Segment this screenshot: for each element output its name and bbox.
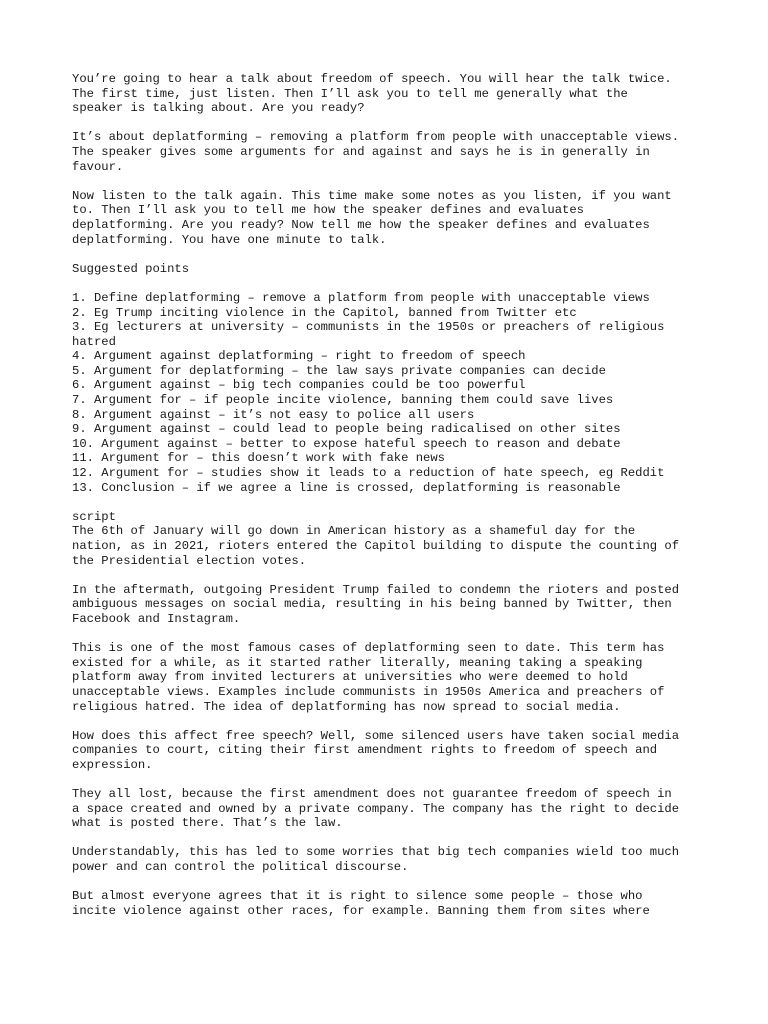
document-page xyxy=(72,72,712,933)
script-paragraph-1: The 6th of January will go down in American history as a shameful day for the nation, as in 2021, rioters entered the Capitol building to dispute the counting of the Presidential election votes. xyxy=(72,524,680,568)
intro-paragraph-2: It’s about deplatforming – removing a platform from people with unacceptable views. The speaker gives some arguments for and against and says he is in generally in favour. xyxy=(72,130,680,174)
script-paragraph-6: Understandably, this has led to some worries that big tech companies wield too much power and can control the political discourse. xyxy=(72,845,680,875)
suggested-point-11: 11. Argument for – this doesn’t work with fake news xyxy=(72,451,445,466)
script-paragraph-2: In the aftermath, outgoing President Trump failed to condemn the rioters and posted ambiguous messages on social media, resulting in his being banned by Twitter, then Facebook and Instagram. xyxy=(72,582,680,626)
suggested-point-3: 3. Eg lecturers at university – communists in the 1950s or preachers of religious hatred xyxy=(72,320,665,349)
suggested-point-4: 4. Argument against deplatforming – right to freedom of speech xyxy=(72,349,526,364)
suggested-point-12: 12. Argument for – studies show it leads to a reduction of hate speech, eg Reddit xyxy=(72,466,665,481)
suggested-point-10: 10. Argument against – better to expose hateful speech to reason and debate xyxy=(72,436,621,451)
script-paragraph-4: How does this affect free speech? Well, some silenced users have taken social media companies to court, citing their first amendment rights to freedom of speech and expression. xyxy=(72,728,680,772)
script-paragraph-3: This is one of the most famous cases of deplatforming seen to date. This term has existed for a while, as it started rather literally, meaning taking a speaking platform away from invited lecturers at universities who were deemed to hold unacceptable views. Examples include communists in 1950s America and preachers of religious hatred. The idea of deplatforming has now spread to social media. xyxy=(72,641,665,714)
suggested-point-2: 2. Eg Trump inciting violence in the Capitol, banned from Twitter etc xyxy=(72,305,577,320)
script-heading: script xyxy=(72,509,116,524)
script-paragraph-7: But almost everyone agrees that it is right to silence some people – those who incite violence against other races, for example. Banning them from sites where xyxy=(72,889,650,918)
suggested-point-5: 5. Argument for deplatforming – the law says private companies can decide xyxy=(72,363,606,378)
suggested-point-9: 9. Argument against – could lead to people being radicalised on other sites xyxy=(72,422,621,437)
script-paragraph-5: They all lost, because the first amendment does not guarantee freedom of speech in a space created and owned by a private company. The company has the right to decide what is posted there. That’s the law. xyxy=(72,787,680,831)
suggested-point-6: 6. Argument against – big tech companies could be too powerful xyxy=(72,378,526,393)
suggested-point-7: 7. Argument for – if people incite violence, banning them could save lives xyxy=(72,393,614,408)
suggested-point-8: 8. Argument against – it’s not easy to police all users xyxy=(72,407,475,422)
suggested-point-13: 13. Conclusion – if we agree a line is crossed, deplatforming is reasonable xyxy=(72,480,621,495)
intro-paragraph-1: You’re going to hear a talk about freedom of speech. You will hear the talk twice. The first time, just listen. Then I’ll ask you to tell me generally what the speaker is talking about. Are you ready? xyxy=(72,72,672,116)
intro-paragraph-3: Now listen to the talk again. This time make some notes as you listen, if you want to. Then I’ll ask you to tell me how the speaker defines and evaluates deplatforming. Are you ready? Now tell me how the speaker defines and evaluates deplatforming. You have one minute to talk. xyxy=(72,188,672,247)
suggested-point-1: 1. Define deplatforming – remove a platform from people with unacceptable views xyxy=(72,290,650,305)
suggested-points-list xyxy=(72,291,712,495)
suggested-points-heading: Suggested points xyxy=(72,261,190,276)
